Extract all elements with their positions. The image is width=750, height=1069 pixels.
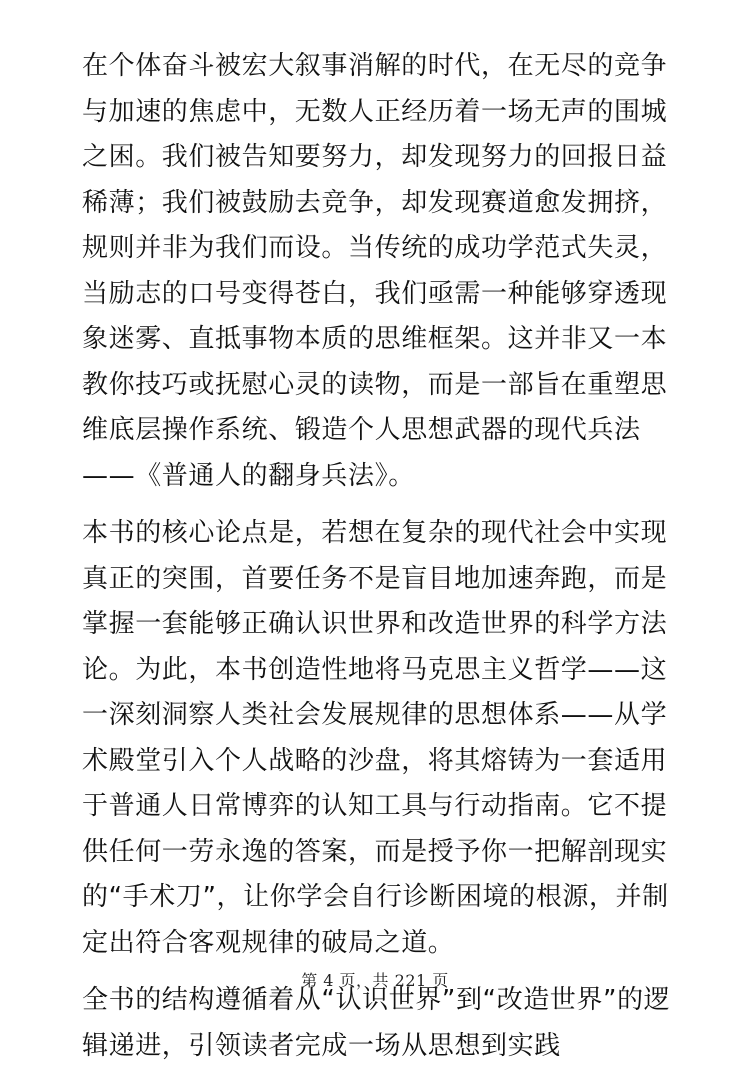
- page-number-footer: 第 4 页，共 221 页: [301, 971, 449, 990]
- paragraph-2: 本书的核心论点是，若想在复杂的现代社会中实现真正的突围，首要任务不是盲目地加速奔跑，而是掌握一套能够正确认识世界和改造世界的科学方法论。为此，本书创造性地将马克思主义哲学——这一深刻洞察人类社会发展规律的思想体系——从学术殿堂引入个人战略的沙盘，将其熔铸为一套适用于普通人日常博弈的认知工具与行动指南。它不提供任何一劳永逸的答案，而是授予你一把解剖现实的“手术刀”，让你学会自行诊断困境的根源，并制定出符合客观规律的破局之道。: [82, 518, 669, 958]
- paragraph-1: 在个体奋斗被宏大叙事消解的时代，在无尽的竞争与加速的焦虑中，无数人正经历着一场无声的围城之困。我们被告知要努力，却发现努力的回报日益稀薄；我们被鼓励去竞争，却发现赛道愈发拥挤，规则并非为我们而设。当传统的成功学范式失灵，当励志的口号变得苍白，我们亟需一种能够穿透现象迷雾、直抵事物本质的思维框架。这并非又一本教你技巧或抚慰心灵的读物，而是一部旨在重塑思维底层操作系统、锻造个人思想武器的现代兵法——《普通人的翻身兵法》。: [82, 51, 668, 491]
- document-body: [82, 44, 672, 1069]
- paragraph-3: 全书的结构遵循着从“认识世界”到“改造世界”的逻辑递进，引领读者完成一场从思想到实践: [82, 985, 671, 1061]
